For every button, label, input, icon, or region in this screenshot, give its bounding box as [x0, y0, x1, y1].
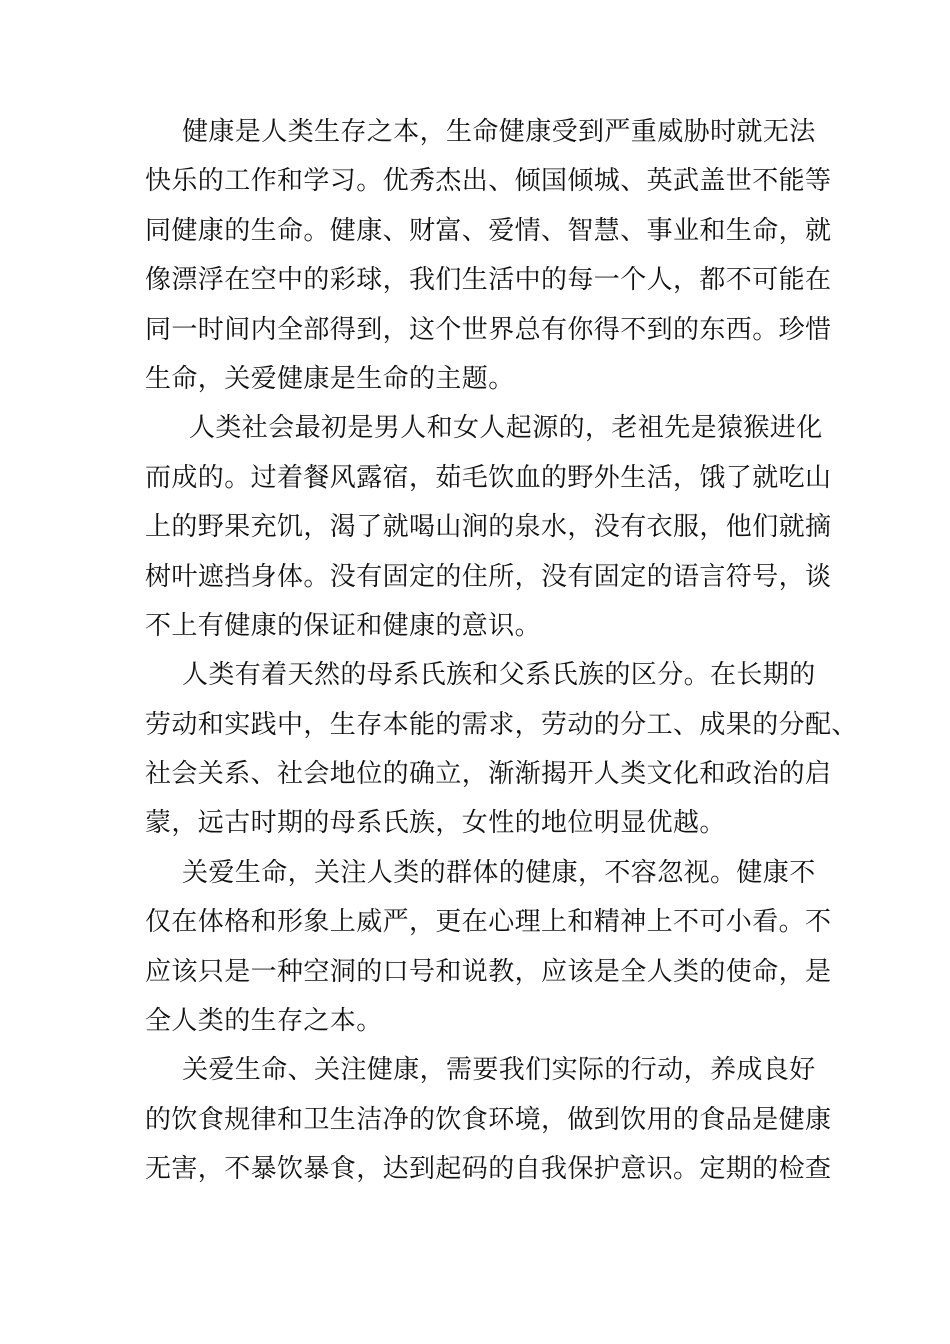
document-body — [145, 108, 858, 1195]
paragraph-line: 同一时间内全部得到，这个世界总有你得不到的东西。珍惜 — [145, 314, 832, 345]
paragraph-line: 快乐的工作和学习。优秀杰出、倾国倾城、英武盖世不能等 — [145, 166, 832, 197]
paragraph-line: 社会关系、社会地位的确立，渐渐揭开人类文化和政治的启 — [145, 759, 832, 790]
paragraph-line: 仅在体格和形象上威严，更在心理上和精神上不可小看。不 — [145, 907, 832, 938]
paragraph-line: 健康是人类生存之本，生命健康受到严重威胁时就无法 — [182, 117, 816, 147]
paragraph-line: 人类有着天然的母系氏族和父系氏族的区分。在长期的 — [182, 660, 816, 691]
paragraph-3 — [145, 651, 858, 849]
paragraph-line: 关爱生命，关注人类的群体的健康，不容忽视。健康不 — [182, 857, 816, 888]
paragraph-line: 全人类的生存之本。 — [145, 1006, 383, 1037]
paragraph-2 — [145, 404, 832, 651]
paragraph-1 — [145, 108, 832, 404]
paragraph-line: 上的野果充饥，渴了就喝山涧的泉水，没有衣服，他们就摘 — [145, 512, 832, 543]
paragraph-line: 而成的。过着餐风露宿，茹毛饮血的野外生活，饿了就吃山 — [145, 462, 832, 493]
paragraph-line: 蒙，远古时期的母系氏族，女性的地位明显优越。 — [145, 808, 726, 839]
paragraph-4 — [145, 849, 832, 1047]
paragraph-line: 像漂浮在空中的彩球，我们生活中的每一个人，都不可能在 — [145, 265, 832, 296]
paragraph-line: 无害，不暴饮暴食，达到起码的自我保护意识。定期的检查 — [145, 1154, 832, 1185]
paragraph-line: 生命，关爱健康是生命的主题。 — [145, 363, 515, 394]
paragraph-line: 劳动和实践中，生存本能的需求，劳动的分工、成果的分配、 — [145, 709, 858, 740]
paragraph-line: 不上有健康的保证和健康的意识。 — [145, 610, 542, 641]
paragraph-line: 树叶遮挡身体。没有固定的住所，没有固定的语言符号，谈 — [145, 561, 832, 592]
paragraph-line: 人类社会最初是男人和女人起源的，老祖先是猿猴进化 — [189, 413, 823, 444]
paragraph-line: 同健康的生命。健康、财富、爱情、智慧、事业和生命，就 — [145, 215, 832, 246]
paragraph-line: 关爱生命、关注健康，需要我们实际的行动，养成良好 — [182, 1055, 816, 1086]
paragraph-line: 应该只是一种空洞的口号和说教，应该是全人类的使命，是 — [145, 956, 832, 987]
paragraph-line: 的饮食规律和卫生洁净的饮食环境，做到饮用的食品是健康 — [145, 1104, 832, 1135]
paragraph-5 — [145, 1046, 832, 1194]
